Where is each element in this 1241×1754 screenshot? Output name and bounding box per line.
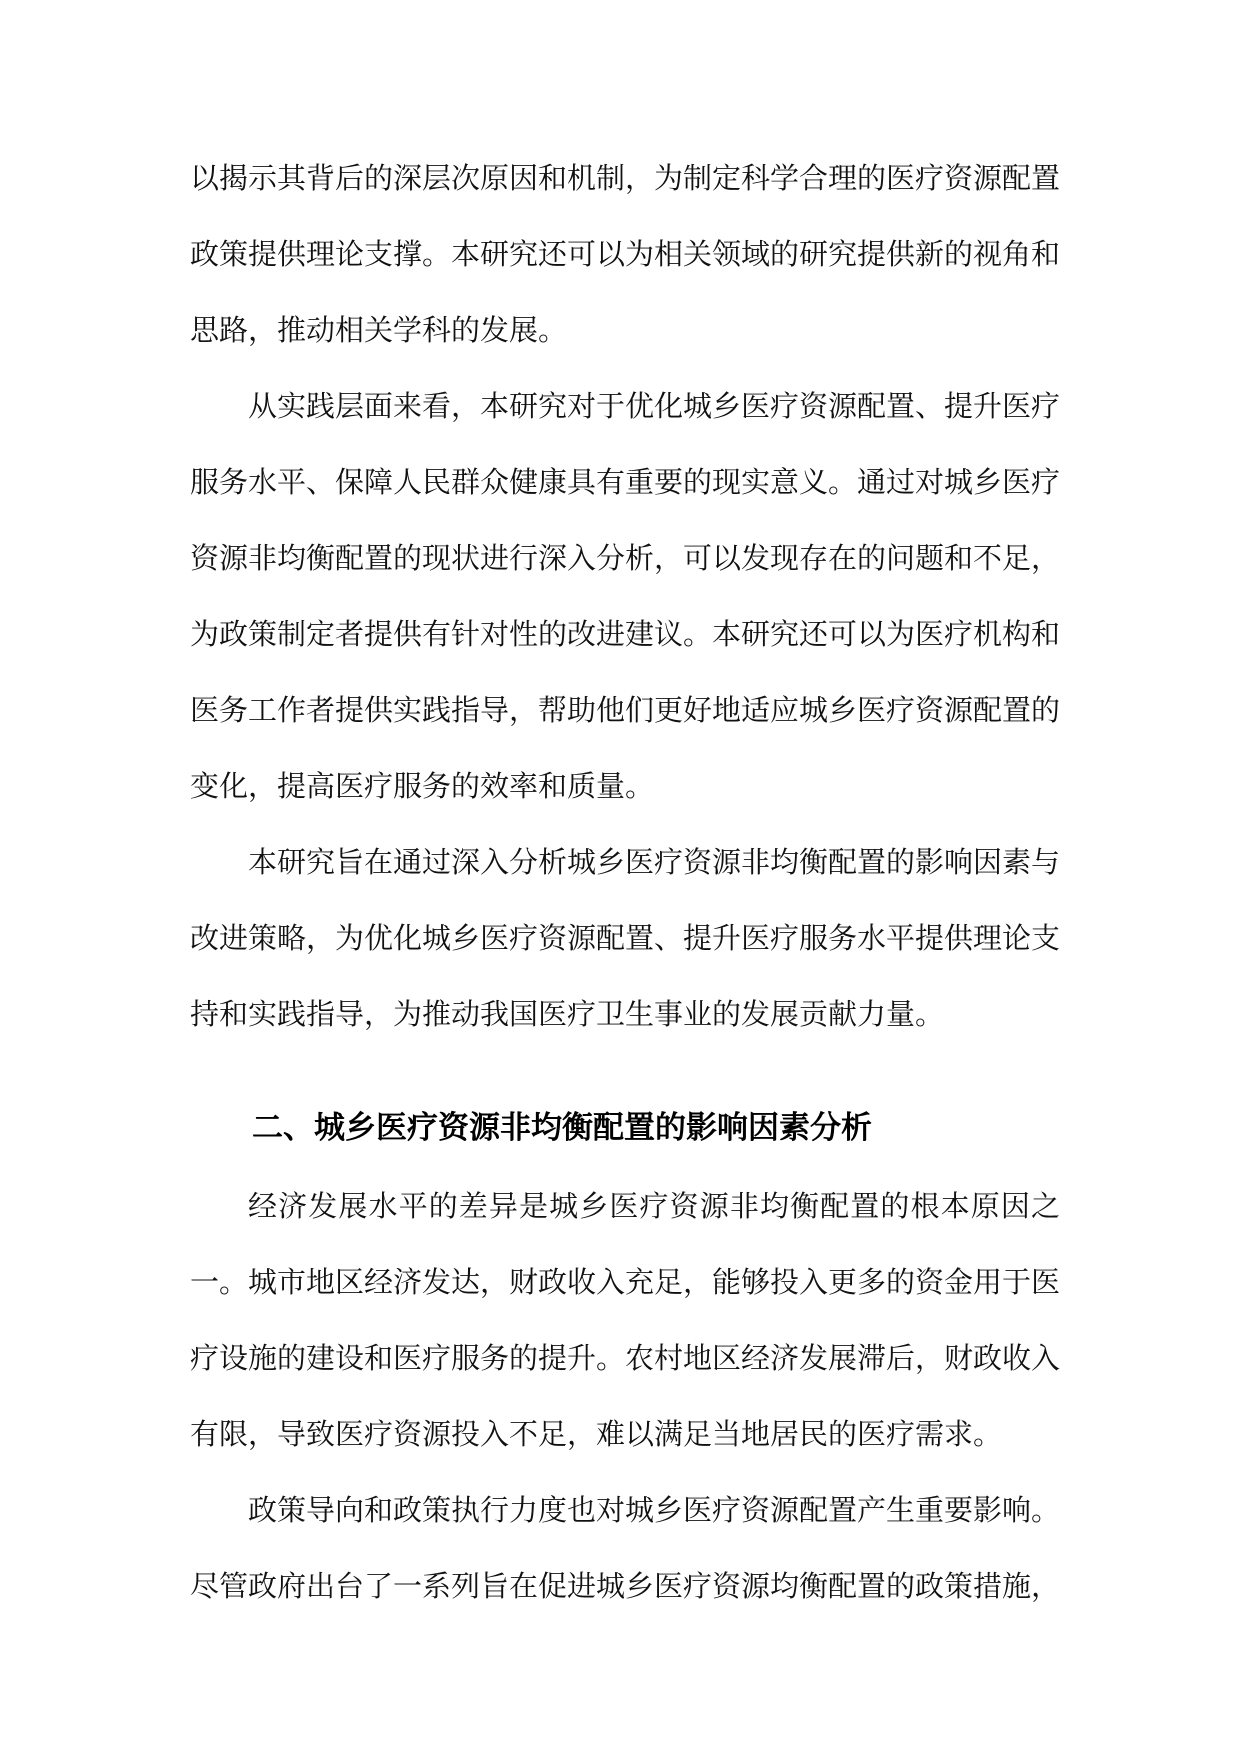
paragraph-research-aim: 本研究旨在通过深入分析城乡医疗资源非均衡配置的影响因素与改进策略，为优化城乡医疗资源配置、提升医疗服务水平提供理论支持和实践指导，为推动我国医疗卫生事业的发展贡献力量。 — [190, 845, 1061, 1031]
paragraph-practical-significance: 从实践层面来看，本研究对于优化城乡医疗资源配置、提升医疗服务水平、保障人民群众健康具有重要的现实意义。通过对城乡医疗资源非均衡配置的现状进行深入分析，可以发现存在的问题和不足，为政策制定者提供有针对性的改进建议。本研究还可以为医疗机构和医务工作者提供实践指导，帮助他们更好地适应城乡医疗资源配置的变化，提高医疗服务的效率和质量。 — [190, 389, 1061, 803]
section-heading: 二、城乡医疗资源非均衡配置的影响因素分析 — [252, 1110, 872, 1146]
paragraph-economic-factor: 经济发展水平的差异是城乡医疗资源非均衡配置的根本原因之一。城市地区经济发达，财政收入充足，能够投入更多的资金用于医疗设施的建设和医疗服务的提升。农村地区经济发展滞后，财政收入有限，导致医疗资源投入不足，难以满足当地居民的医疗需求。 — [190, 1189, 1061, 1451]
document-page — [190, 140, 1060, 1624]
paragraph-theory-significance: 以揭示其背后的深层次原因和机制，为制定科学合理的医疗资源配置政策提供理论支撑。本研究还可以为相关领域的研究提供新的视角和思路，推动相关学科的发展。 — [190, 161, 1061, 347]
paragraph-policy-factor: 政策导向和政策执行力度也对城乡医疗资源配置产生重要影响。尽管政府出台了一系列旨在促进城乡医疗资源均衡配置的政策措施， — [190, 1493, 1061, 1603]
